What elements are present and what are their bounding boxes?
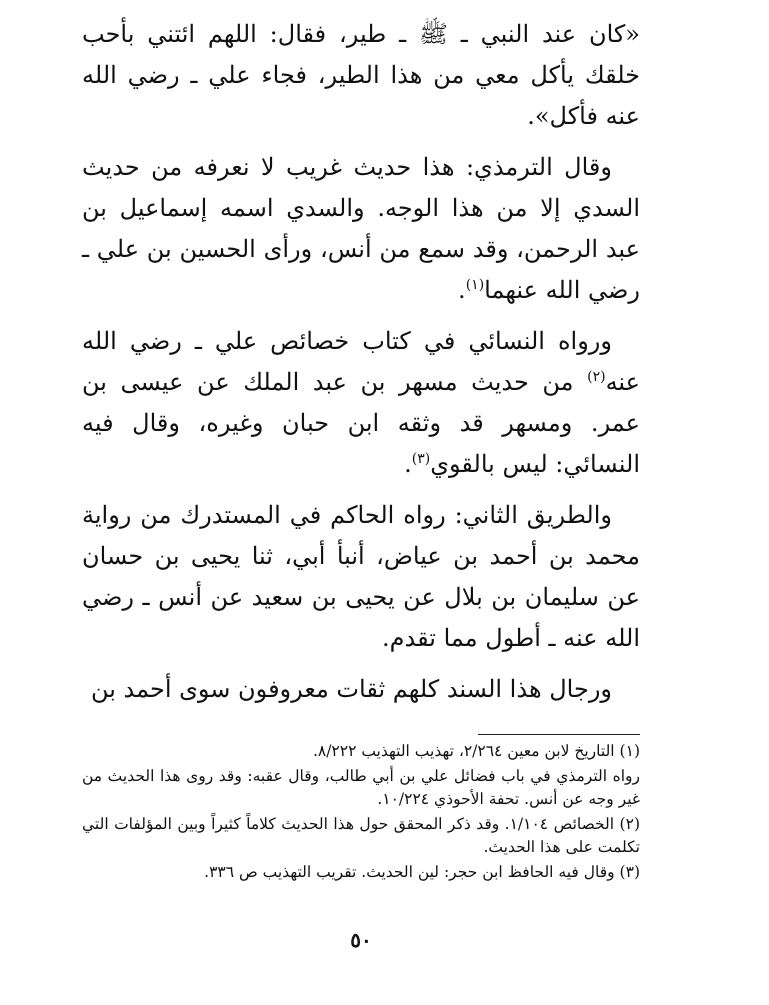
footnote-ref-2[interactable]: (٢) <box>587 369 606 385</box>
footnote-divider <box>478 734 640 735</box>
paragraph-text: ورجال هذا السند كلهم ثقات معروفون سوى أحمد بن <box>90 675 612 703</box>
footnote-2 <box>82 813 640 859</box>
paragraph-tail: . <box>458 276 466 304</box>
paragraph-text-a: ورواه النسائي في كتاب خصائص علي ـ رضي الله عنه <box>82 327 640 396</box>
paragraph-tirmidhi <box>82 147 640 311</box>
paragraph-hadith-quote <box>82 14 640 137</box>
footnote-3 <box>82 861 640 884</box>
footnote-ref-3[interactable]: (٣) <box>411 451 431 467</box>
paragraph-text: وقال الترمذي: هذا حديث غريب لا نعرفه من حديث السدي إلا من هذا الوجه. والسدي اسمه إسماعيل بن عبد الرحمن، وقد سمع من أنس، ورأى الحسين بن علي ـ رضي الله عنهما <box>82 153 640 304</box>
paragraph-second-route <box>82 495 640 659</box>
footnote-ref-1[interactable]: (١) <box>465 277 485 293</box>
footnote-1 <box>82 740 640 763</box>
footnote-text: التاريخ لابن معين ٢/٢٦٤، تهذيب التهذيب ٨/٢٢٢. <box>312 742 615 760</box>
footnote-number: (١) <box>619 742 640 760</box>
page-number: ٥٠ <box>350 928 372 952</box>
footnote-text: الخصائص ١/١٠٤. وقد ذكر المحقق حول هذا الحديث كلاماً كثيراً وبين المؤلفات التي تكلمت على هذا الحديث. <box>82 815 640 856</box>
footnote-1-continued <box>82 765 640 811</box>
paragraph-narrators <box>82 669 640 710</box>
paragraph-nasai <box>82 321 640 485</box>
paragraph-text-b: من حديث مسهر بن عبد الملك عن عيسى بن عمر. ومسهر قد وثقه ابن حبان وغيره، وقال فيه النسائي: ليس بالقوي <box>82 368 640 478</box>
paragraph-text: والطريق الثاني: رواه الحاكم في المستدرك من رواية محمد بن أحمد بن عياض، أنبأ أبي، ثنا يحيى بن حسان عن سليمان بن بلال عن يحيى بن سعيد عن أنس ـ رضي الله عنه ـ أطول مما تقدم. <box>82 501 640 652</box>
footnotes <box>82 740 640 886</box>
footnote-text: رواه الترمذي في باب فضائل علي بن أبي طالب، وقال عقبه: وقد روى هذا الحديث من غير وجه عن أنس. تحفة الأحوذي ١٠/٢٢٤. <box>82 767 640 808</box>
footnote-text: وقال فيه الحافظ ابن حجر: لين الحديث. تقريب التهذيب ص ٣٣٦. <box>204 863 615 881</box>
paragraph-tail: . <box>404 450 412 478</box>
footnote-number: (٣) <box>619 863 640 881</box>
footnote-number: (٢) <box>619 815 640 833</box>
book-page <box>82 0 640 1005</box>
body-text <box>82 14 640 720</box>
paragraph-text: «كان عند النبي ـ ﷺ ـ طير، فقال: اللهم ائتني بأحب خلقك يأكل معي من هذا الطير، فجاء علي ـ رضي الله عنه فأكل». <box>82 20 640 130</box>
